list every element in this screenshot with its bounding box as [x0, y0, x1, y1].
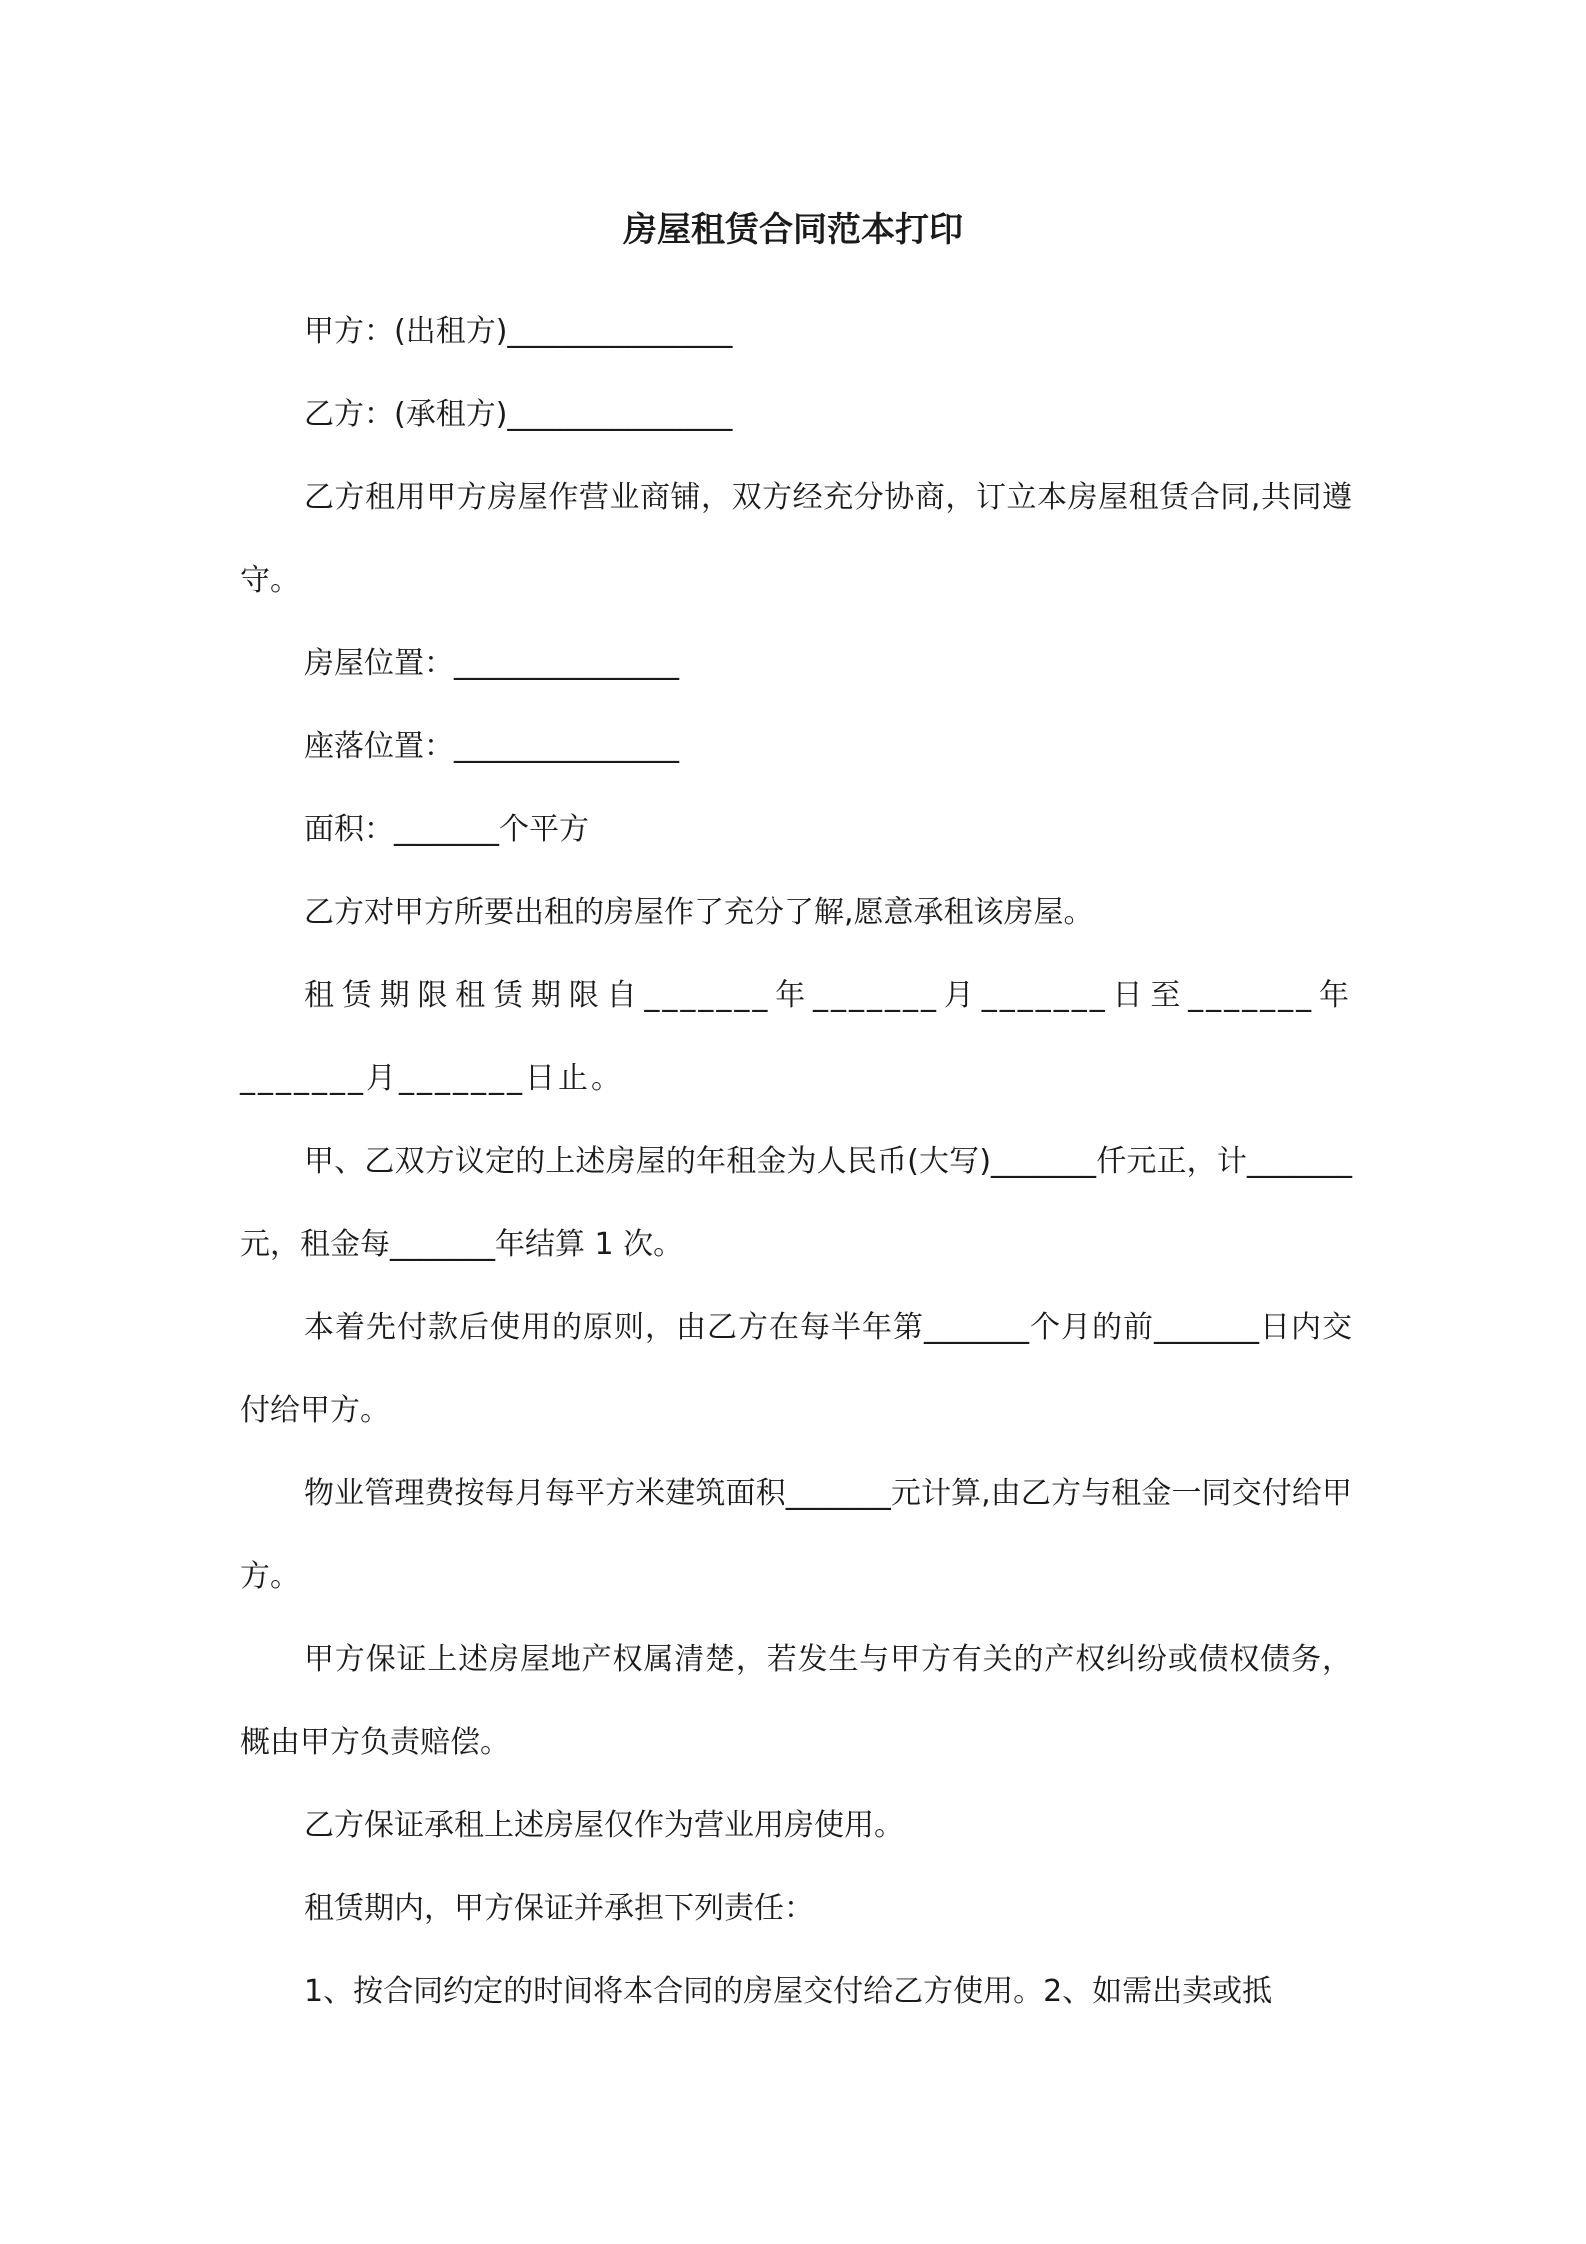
usage-guarantee-paragraph: 乙方保证承租上述房屋仅作为营业用房使用。	[304, 1808, 904, 1843]
document-body	[240, 290, 1352, 2033]
seat-location-line: 座落位置：_______________	[304, 729, 679, 764]
duty-list-paragraph: 1、按合同约定的时间将本合同的房屋交付给乙方使用。2、如需出卖或抵	[304, 1974, 1273, 2009]
party-b-line: 乙方：(承租方)_______________	[304, 397, 733, 432]
area-line: 面积：_______个平方	[304, 812, 589, 847]
lessor-duties-heading: 租赁期内，甲方保证并承担下列责任：	[304, 1891, 814, 1926]
house-location-line: 房屋位置：_______________	[304, 646, 679, 681]
title-guarantee-paragraph: 甲方保证上述房屋地产权属清楚，若发生与甲方有关的产权纠纷或债权债务，概由甲方负责赔偿。	[240, 1642, 1352, 1760]
lease-term-paragraph: 租赁期限租赁期限自_______年_______月_______日至_______年_______月_______日止。	[240, 978, 1352, 1096]
understanding-paragraph: 乙方对甲方所要出租的房屋作了充分了解,愿意承租该房屋。	[304, 895, 1094, 930]
document-title: 房屋租赁合同范本打印	[623, 210, 963, 250]
property-fee-paragraph: 物业管理费按每月每平方米建筑面积_______元计算,由乙方与租金一同交付给甲方。	[240, 1476, 1352, 1594]
intro-paragraph: 乙方租用甲方房屋作营业商铺，双方经充分协商，订立本房屋租赁合同,共同遵守。	[240, 480, 1352, 598]
annual-rent-paragraph: 甲、乙双方议定的上述房屋的年租金为人民币(大写)_______仟元正，计_______元，租金每_______年结算 1 次。	[240, 1144, 1352, 1262]
party-a-line: 甲方：(出租方)_______________	[304, 314, 733, 349]
payment-paragraph: 本着先付款后使用的原则，由乙方在每半年第_______个月的前_______日内交付给甲方。	[240, 1310, 1352, 1428]
